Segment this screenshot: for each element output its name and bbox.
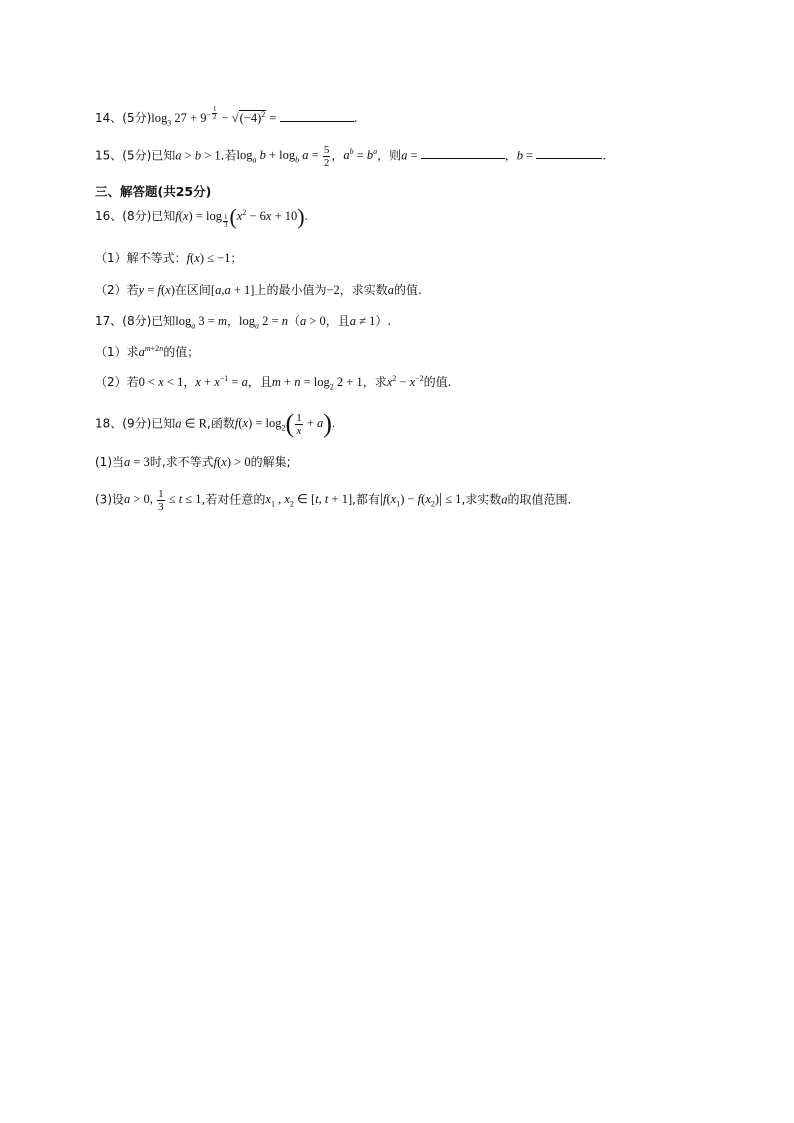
q16-part-2 xyxy=(95,280,422,300)
q15-text: .若 xyxy=(220,148,237,163)
q18-prefix: 18、(9分) xyxy=(95,416,152,431)
q18-part-3 xyxy=(95,488,571,513)
q17-text: （ xyxy=(287,314,300,328)
q17-text: 已知 xyxy=(151,314,176,328)
q17-eq-1: $\log_a 3 = m$ xyxy=(175,314,227,331)
q15-end: . xyxy=(602,147,607,163)
q17-p2-eq: $x + x^{-1} = a$ xyxy=(195,373,248,389)
q14-expression: $\log_3 27 + 9^{- \frac{1}{2}}$ − $√(-4)^2$ = xyxy=(151,105,277,128)
question-15: 15、(5分)已知a > b > 1.若$\log_a b + \log_b a$ = $\frac{5}{2}$ ，$a^b = b^a$，则a = ，b = . xyxy=(95,144,607,169)
q15-a-blank[interactable] xyxy=(421,146,505,159)
q15-b-label: b xyxy=(516,148,523,163)
q17-p2-target: $x^2 - x^{-2}$ xyxy=(386,373,424,389)
q16-p2-text: 上的最小值为 xyxy=(254,283,327,297)
q18-p1-end: 的解集; xyxy=(250,455,291,469)
q16-p2-text: ，求实数 xyxy=(339,283,388,297)
q15-equation: $\log_a b + \log_b a$ = $\frac{5}{2}$ xyxy=(236,144,330,169)
q18-p1-text: (1)当 xyxy=(95,455,124,469)
q15-text: ， xyxy=(331,148,344,163)
q18-p3-text: (3)设 xyxy=(95,492,124,507)
q15-equation-2: $a^b = b^a$ xyxy=(343,147,378,163)
q15-a-label: a xyxy=(401,148,408,163)
q18-text: 已知 xyxy=(151,416,176,431)
q18-function: $f(x) = \log_2$( $\frac{1}{x}$ + a). xyxy=(234,409,336,439)
q16-p2-interval: [a,a + 1] xyxy=(210,283,255,297)
q17-text: ， xyxy=(227,314,240,328)
section-3-title xyxy=(95,182,211,202)
q18-p3-vars: $x_1$ , $x_2$ ∈ [t, t + 1] xyxy=(265,492,353,509)
q16-part-1 xyxy=(95,248,242,268)
q18-p1-ineq: f(x) > 0 xyxy=(213,455,251,469)
q17-p2-text: （2）若 xyxy=(95,375,139,389)
q17-p2-eq-2: $m + n = \log_2 2 + 1$ xyxy=(271,375,363,392)
q18-p3-text: ,都有 xyxy=(352,492,380,507)
q15-b-blank[interactable] xyxy=(536,146,602,159)
question-17 xyxy=(95,311,391,331)
q14-answer-blank[interactable] xyxy=(280,109,354,122)
q17-prefix: 17、(8分) xyxy=(95,314,152,328)
q18-p3-cond: a > 0, $\frac{1}{3}$ ≤ t ≤ 1 xyxy=(124,488,202,513)
q18-p3-ineq: $|f(x_1) - f(x_2)| \le 1$ xyxy=(379,491,462,509)
q18-part-1 xyxy=(95,452,291,472)
q18-p1-cond: a = 3 xyxy=(124,455,150,469)
q15-text: 已知 xyxy=(151,148,176,163)
q15-condition: a > b > 1 xyxy=(175,148,221,163)
q16-p2-var: a xyxy=(387,283,395,297)
q17-p2-text: ，且 xyxy=(247,375,272,389)
q17-p2-end: 的值. xyxy=(423,375,452,389)
q17-p2-text: ，求 xyxy=(362,375,387,389)
q17-eq-2: $\log_a 2 = n$ xyxy=(239,314,288,331)
q17-p1-end: 的值； xyxy=(163,345,200,359)
q15-text: ，则 xyxy=(377,148,402,163)
q17-p1-text: （1）求 xyxy=(95,345,139,359)
q17-part-2 xyxy=(95,372,451,392)
q16-p1-inequality: f(x) ≤ −1 xyxy=(186,251,231,265)
q16-p1-end: ； xyxy=(230,251,243,265)
q16-prefix: 16、(8分) xyxy=(95,209,152,223)
section-title: 三、解答题(共25分) xyxy=(95,184,212,199)
q17-p2-text: ， xyxy=(183,375,196,389)
q15-prefix: 15、(5分) xyxy=(95,148,152,163)
q17-text: ，且 xyxy=(325,314,350,328)
q18-p3-text: ,求实数 xyxy=(461,492,502,507)
q18-p3-text: ,若对任意的 xyxy=(201,492,266,507)
q17-cond-2: a ≠ 1 xyxy=(349,314,376,328)
q14-prefix: 14、(5分) xyxy=(95,111,152,126)
q17-cond-1: a > 0 xyxy=(299,314,326,328)
q18-p1-text: 时,求不等式 xyxy=(149,455,214,469)
question-14: 14、(5分)$\log_3$ $27 + 9^{- \frac{1}{2}}$ − $√(-4)^2$ = . xyxy=(95,105,358,128)
q16-p2-text: （2）若 xyxy=(95,283,139,297)
q18-p3-var: a xyxy=(501,492,508,507)
q16-p2-value: −2 xyxy=(326,283,340,297)
question-18 xyxy=(95,409,336,439)
q16-p2-text: 在区间 xyxy=(174,283,211,297)
q16-p2-function: y = f(x) xyxy=(138,283,175,297)
q17-p2-range: 0 < x < 1 xyxy=(138,375,184,389)
q18-domain: a ∈ R xyxy=(175,416,208,431)
q15-text: ， xyxy=(504,148,517,163)
q16-function: f(x) = log $_{\frac{1}{3}}$ $(x^2 - 6x + 10)$. xyxy=(175,204,308,230)
q17-p1-expr: $a^{m+2n}$ xyxy=(138,343,164,359)
q17-part-1 xyxy=(95,342,199,362)
q16-p2-end: 的值. xyxy=(394,283,422,297)
q18-text: ,函数 xyxy=(207,416,235,431)
q16-p1-text: （1）解不等式： xyxy=(95,251,187,265)
question-16 xyxy=(95,206,308,229)
q18-p3-end: 的取值范围. xyxy=(507,492,572,507)
q17-text: ）. xyxy=(375,314,392,328)
q16-text: 已知 xyxy=(151,209,176,223)
